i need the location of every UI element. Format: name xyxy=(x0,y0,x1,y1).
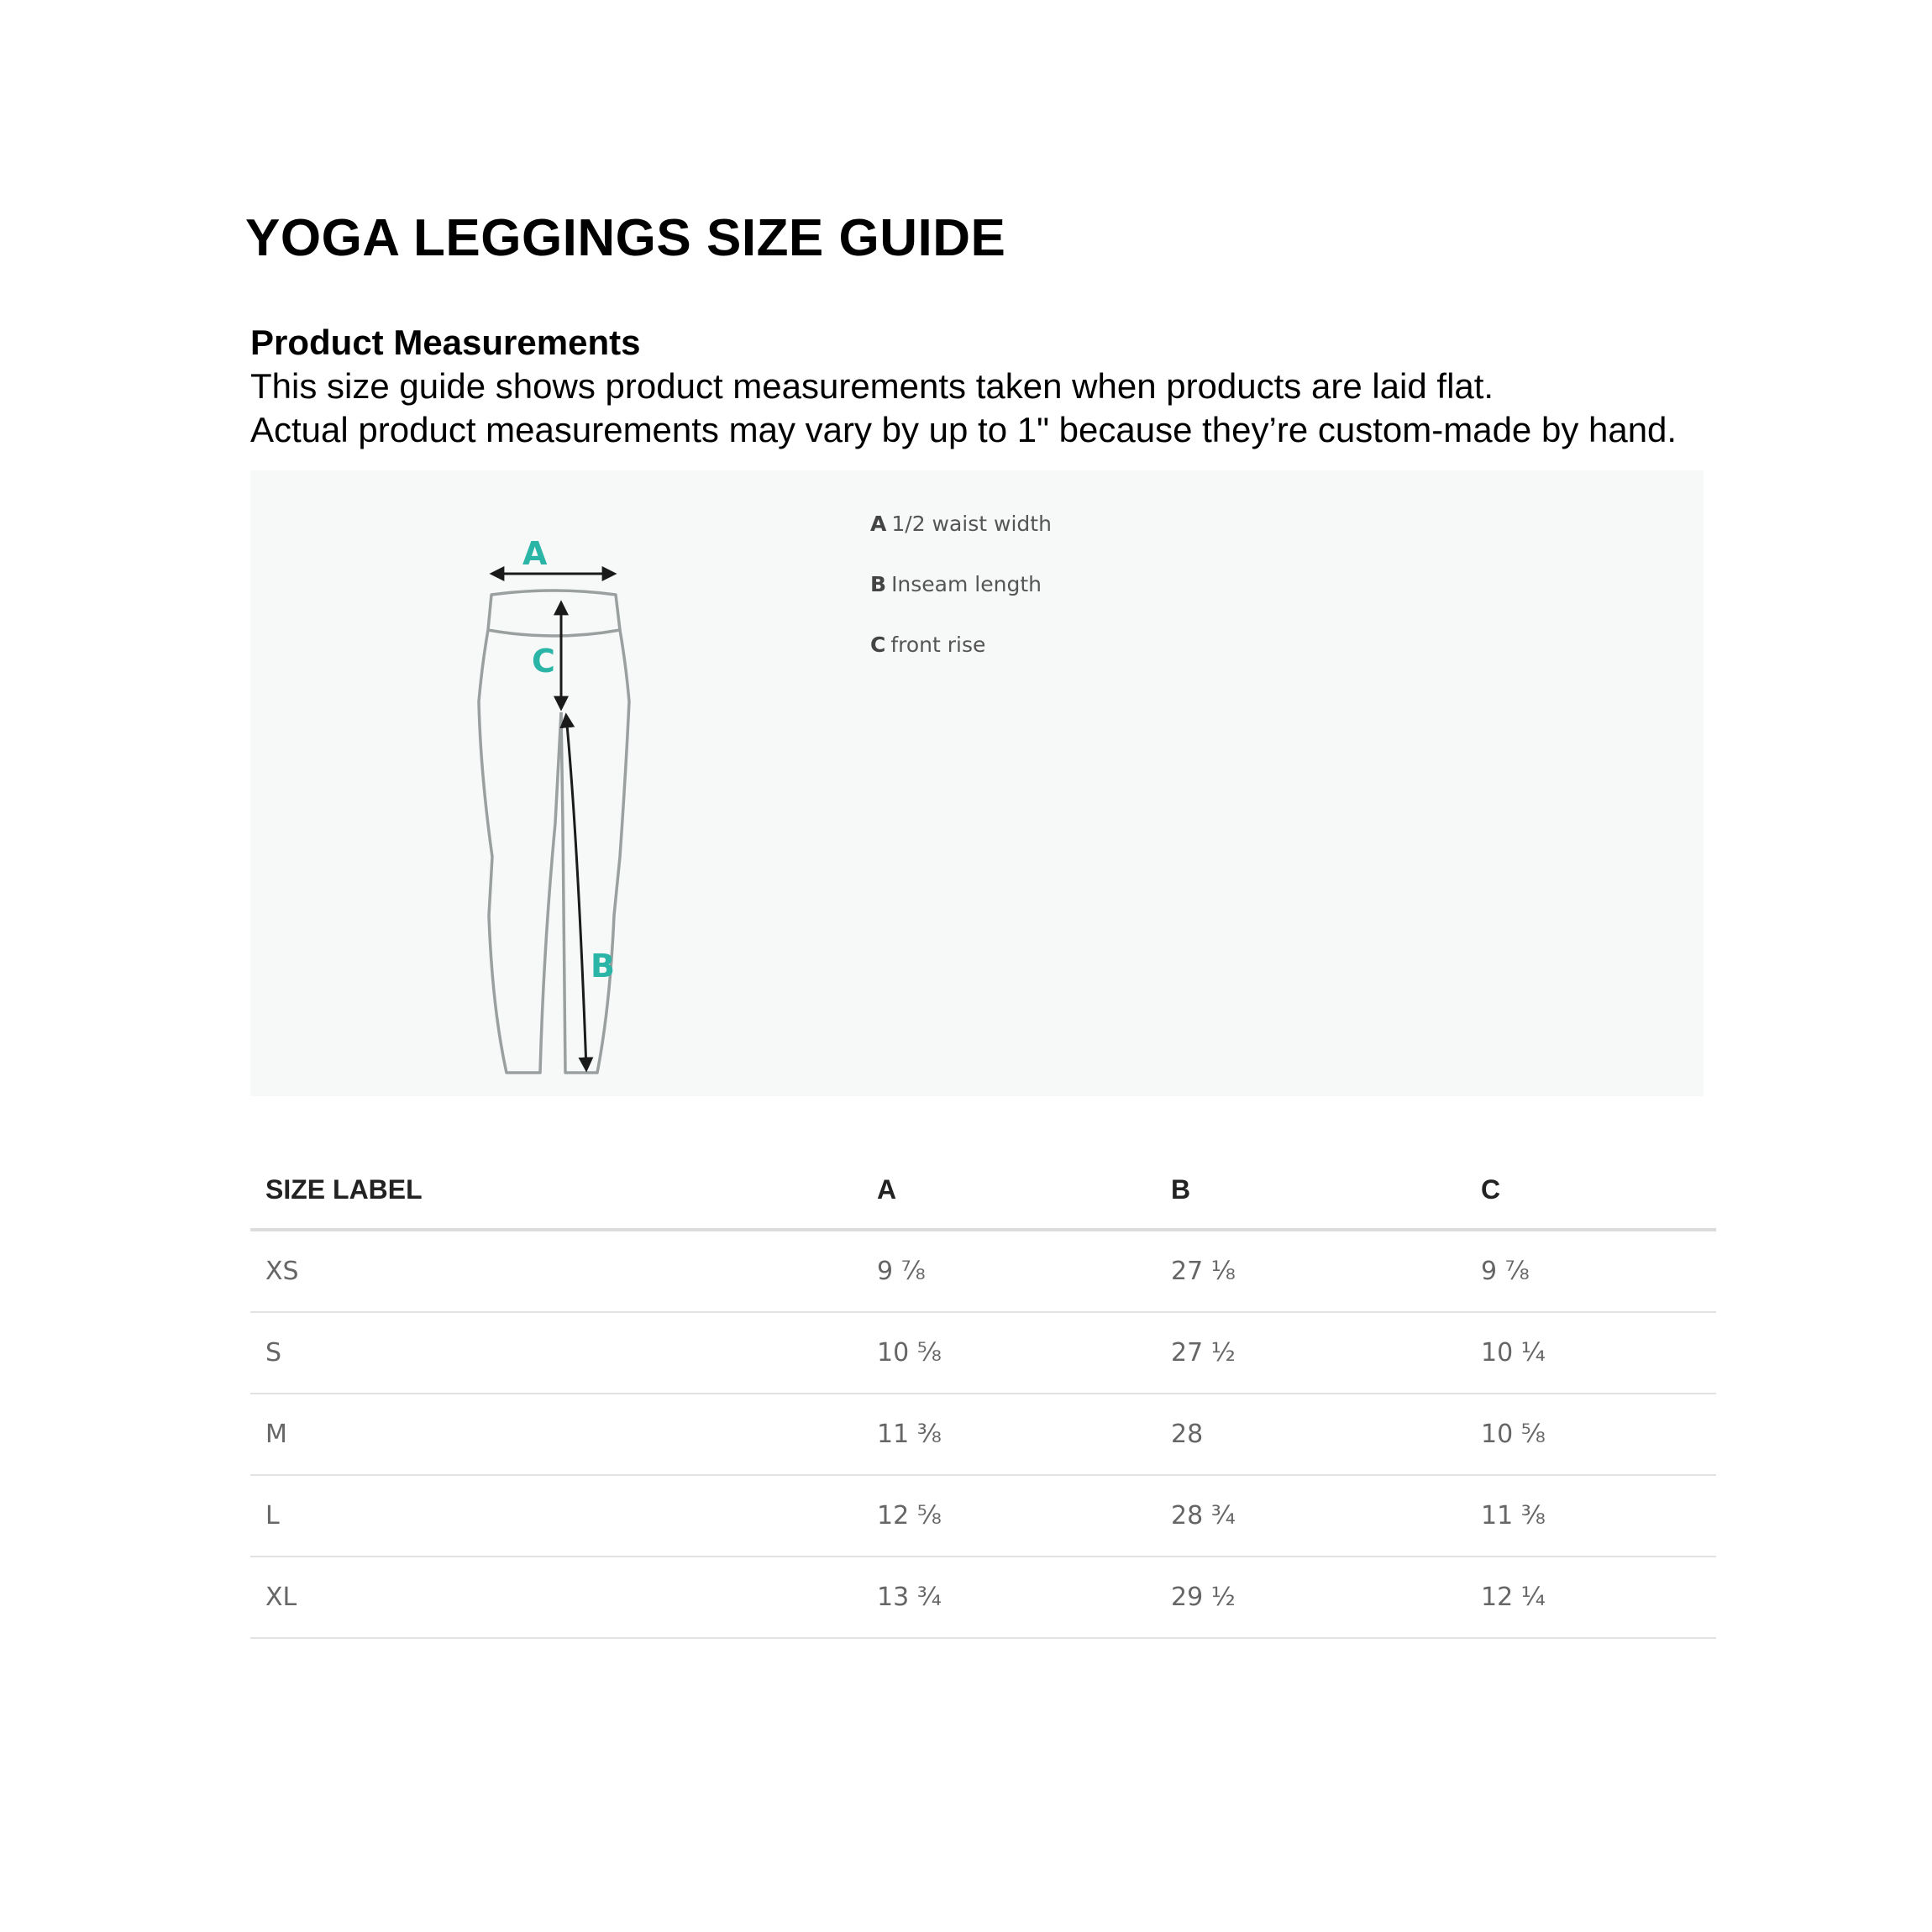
inseam-arrow xyxy=(566,716,586,1069)
size-cell: L xyxy=(250,1475,862,1557)
intro-line-2: Actual product measurements may vary by up to 1" because they’re custom-made by hand. xyxy=(250,410,1677,449)
b-cell: 27 ⅛ xyxy=(1156,1230,1466,1312)
c-cell: 10 ¼ xyxy=(1466,1312,1716,1394)
c-cell: 9 ⅞ xyxy=(1466,1230,1716,1312)
diagram-label-b: B xyxy=(591,948,615,984)
b-cell: 28 ¾ xyxy=(1156,1475,1466,1557)
a-cell: 10 ⅝ xyxy=(862,1312,1156,1394)
section-heading: Product Measurements xyxy=(250,323,641,362)
a-cell: 13 ¾ xyxy=(862,1557,1156,1638)
column-header-size-label: SIZE LABEL xyxy=(250,1151,862,1230)
a-cell: 12 ⅝ xyxy=(862,1475,1156,1557)
c-cell: 11 ⅜ xyxy=(1466,1475,1716,1557)
diagram-label-c: C xyxy=(532,643,555,680)
table-header-row xyxy=(250,1151,1716,1230)
a-cell: 11 ⅜ xyxy=(862,1394,1156,1475)
size-cell: S xyxy=(250,1312,862,1394)
table-row xyxy=(250,1394,1716,1475)
legend-text: 1/2 waist width xyxy=(891,512,1052,536)
table-row xyxy=(250,1475,1716,1557)
leggings-diagram xyxy=(460,504,712,1092)
diagram-label-a: A xyxy=(522,535,548,572)
a-cell: 9 ⅞ xyxy=(862,1230,1156,1312)
table-row xyxy=(250,1230,1716,1312)
column-header-a: A xyxy=(862,1151,1156,1230)
legend-item-a xyxy=(870,511,1052,571)
table-row xyxy=(250,1557,1716,1638)
b-cell: 27 ½ xyxy=(1156,1312,1466,1394)
legend-text: Inseam length xyxy=(891,572,1042,596)
legend-key: B xyxy=(870,572,887,596)
legend-text: front rise xyxy=(890,633,986,657)
legend-item-b xyxy=(870,571,1052,632)
b-cell: 28 xyxy=(1156,1394,1466,1475)
size-cell: XS xyxy=(250,1230,862,1312)
legend-key: C xyxy=(870,633,886,657)
size-table xyxy=(250,1151,1716,1639)
size-cell: XL xyxy=(250,1557,862,1638)
legend-item-c xyxy=(870,632,1052,692)
size-cell: M xyxy=(250,1394,862,1475)
intro-line-1: This size guide shows product measurements taken when products are laid flat. xyxy=(250,366,1494,406)
legend-key: A xyxy=(870,512,887,536)
c-cell: 12 ¼ xyxy=(1466,1557,1716,1638)
table-row xyxy=(250,1312,1716,1394)
c-cell: 10 ⅝ xyxy=(1466,1394,1716,1475)
intro-section xyxy=(250,321,1762,452)
page-title: YOGA LEGGINGS SIZE GUIDE xyxy=(245,209,1006,267)
measurement-diagram-panel xyxy=(250,470,1704,1096)
column-header-b: B xyxy=(1156,1151,1466,1230)
b-cell: 29 ½ xyxy=(1156,1557,1466,1638)
measurement-legend xyxy=(870,511,1052,692)
column-header-c: C xyxy=(1466,1151,1716,1230)
